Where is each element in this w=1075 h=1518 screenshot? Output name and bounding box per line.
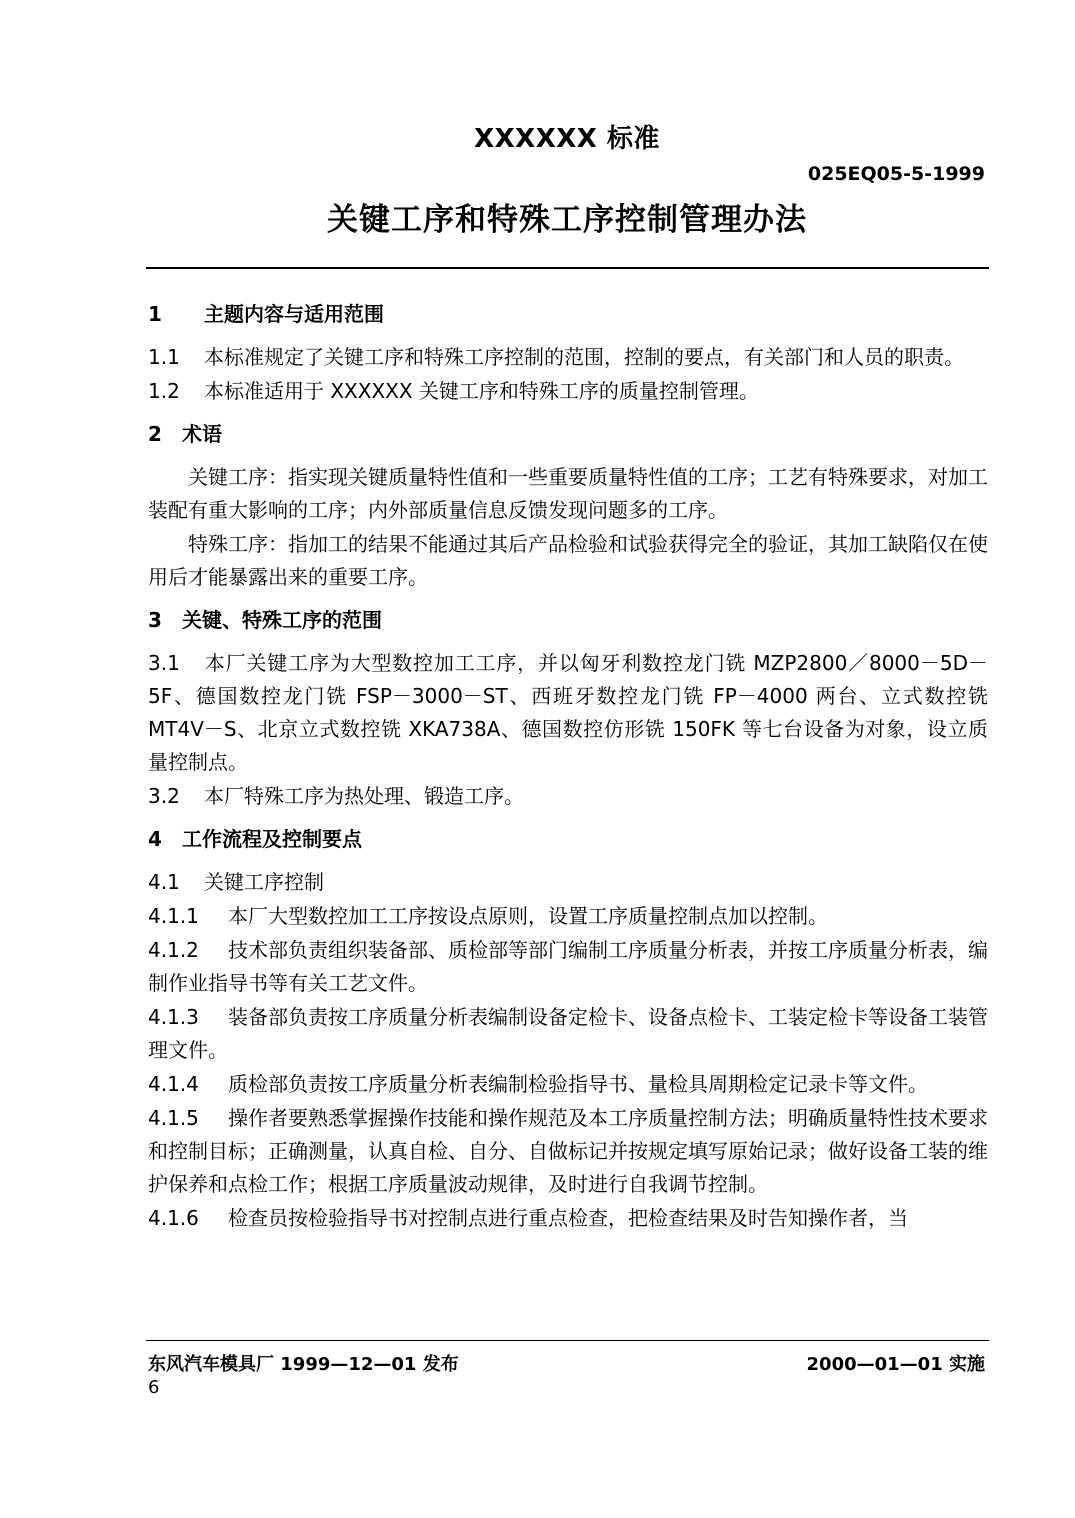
definition-special-process: 特殊工序：指加工的结果不能通过其后产品检验和试验获得完全的验证，其加工缺陷仅在使用后才能暴露出来的重要工序。: [148, 532, 988, 589]
clause-3-1: 3.1 本厂关键工序为大型数控加工工序，并以匈牙利数控龙门铣 MZP2800／8000－5D－5F、德国数控龙门铣 FSP－3000－ST、西班牙数控龙门铣 FP－4000 两台、立式数控铣 MT4V－S、北京立式数控铣 XKA738A、德国数控仿形铣 150FK 等七台设备为对象，设立质量控制点。: [148, 651, 988, 774]
clause-1-1: 1.1 本标准规定了关键工序和特殊工序控制的范围，控制的要点，有关部门和人员的职责。: [148, 345, 964, 369]
org-standard-title: XXXXXX 标准: [474, 124, 660, 154]
page-number: 6: [148, 1377, 160, 1398]
section-heading-3: 3 关键、特殊工序的范围: [148, 608, 382, 632]
clause-3-2: 3.2 本厂特殊工序为热处理、锻造工序。: [148, 784, 524, 808]
clause-4-1-2: 4.1.2 技术部负责组织装备部、质检部等部门编制工序质量分析表，并按工序质量分析表，编制作业指导书等有关工艺文件。: [148, 938, 988, 995]
definition-key-process: 关键工序：指实现关键质量特性值和一些重要质量特性值的工序；工艺有特殊要求，对加工装配有重大影响的工序；内外部质量信息反馈发现问题多的工序。: [148, 465, 988, 522]
document-body: [148, 296, 988, 1236]
clause-1-2: 1.2 本标准适用于 XXXXXX 关键工序和特殊工序的质量控制管理。: [148, 379, 759, 403]
footer-divider: [146, 1340, 989, 1341]
document-code: 025EQ05-5-1999: [807, 163, 985, 185]
section-heading-4: 4 工作流程及控制要点: [148, 827, 362, 851]
clause-4-1-3: 4.1.3 装备部负责按工序质量分析表编制设备定检卡、设备点检卡、工装定检卡等设备工装管理文件。: [148, 1005, 988, 1062]
header-divider: [146, 267, 989, 269]
document-title: 关键工序和特殊工序控制管理办法: [327, 202, 807, 238]
section-heading-2: 2 术语: [148, 422, 222, 446]
clause-4-1-6: 4.1.6 检查员按检验指导书对控制点进行重点检查，把检查结果及时告知操作者，当: [148, 1206, 908, 1230]
effective-date: 2000—01—01 实施: [806, 1354, 985, 1375]
section-heading-1: 1 主题内容与适用范围: [148, 302, 384, 326]
clause-4-1-5: 4.1.5 操作者要熟悉掌握操作技能和操作规范及本工序质量控制方法；明确质量特性技术要求和控制目标；正确测量，认真自检、自分、自做标记并按规定填写原始记录；做好设备工装的维护保养和点检工作；根据工序质量波动规律，及时进行自我调节控制。: [148, 1106, 988, 1196]
clause-4-1: 4.1 关键工序控制: [148, 870, 324, 894]
clause-4-1-4: 4.1.4 质检部负责按工序质量分析表编制检验指导书、量检具周期检定记录卡等文件。: [148, 1072, 928, 1096]
issue-date: 东风汽车模具厂 1999—12—01 发布: [148, 1354, 459, 1375]
clause-4-1-1: 4.1.1 本厂大型数控加工工序按设点原则，设置工序质量控制点加以控制。: [148, 904, 828, 928]
